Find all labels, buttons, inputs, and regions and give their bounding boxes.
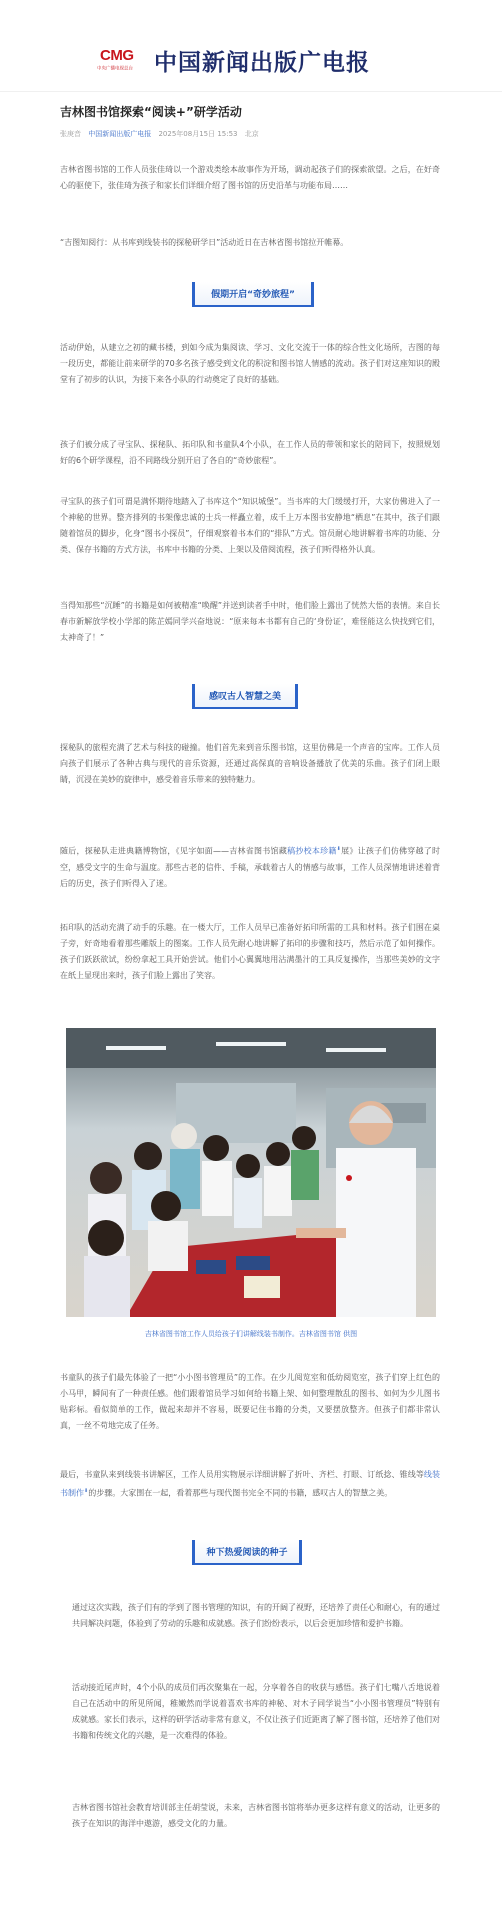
keyword-link[interactable]: 稿抄校本珍籍 <box>287 846 337 856</box>
paragraph: 通过这次实践，孩子们有的学到了图书管理的知识，有的开阔了视野，还培养了责任心和耐心，有的通过共同解决问题，体验到了劳动的乐趣和成就感。孩子们纷纷表示，以后会更加珍惜和爱护书籍。 <box>72 1603 440 1628</box>
newspaper-logo[interactable]: 中国新闻出版广电报 <box>154 50 370 76</box>
paragraph-text: 的步骤。大家围在一起，看着那些与现代图书完全不同的书籍，感叹古人的智慧之美。 <box>88 1488 393 1498</box>
publish-datetime: 2025年08月15日 15:53 <box>158 130 238 138</box>
paragraph: 活动伊始，从建立之初的藏书楼，到如今成为集阅读、学习、文化交流于一体的综合性文化场所，吉图的每一段历史，都能让前来研学的70多名孩子感受到文化的积淀和图书馆人情感的流动。孩子们对这座知识的殿堂有了初步的认识，为接下来各小队的行动奠定了良好的基础。 <box>60 343 440 384</box>
author: 张庚音 <box>60 130 81 138</box>
article-photo <box>66 1028 436 1317</box>
photo-caption: 吉林省图书馆工作人员给孩子们讲解线装书制作。吉林省图书馆 供图 <box>144 1330 358 1338</box>
link-marker-icon: ⬇ <box>84 1488 89 1494</box>
keyword-link[interactable]: 线装书制作 <box>60 1470 441 1498</box>
paragraph: 探秘队的旅程充满了艺术与科技的碰撞。他们首先来到音乐图书馆，这里仿佛是一个声音的宝库。工作人员向孩子们展示了各种古典与现代的音乐资源，还通过高保真的音响设备播放了优美的乐曲。孩子们闭上眼睛，沉浸在美妙的旋律中，感受着音乐带来的独特魅力。 <box>60 743 440 784</box>
section-heading-2: 感叹古人智慧之美 <box>192 684 298 709</box>
paragraph: 寻宝队的孩子们可谓是满怀期待地踏入了书库这个“知识城堡”。当书库的大门缓缓打开，大家仿佛进入了一个神秘的世界。整齐排列的书架像忠诚的士兵一样矗立着，成千上万本图书安静地“栖息”在其中，孩子们跟随着馆员的脚步，化身“图书小探员”，仔细观察着书本们的“排队”方式。馆员耐心地讲解着书库的功能、分类、保存书籍的方式方法，书库中书籍的分类、上架以及借阅流程，孩子们听得格外认真。 <box>60 497 440 554</box>
link-marker-icon: ⬇ <box>336 846 341 852</box>
paragraph: 拓印队的活动充满了动手的乐趣。在一楼大厅，工作人员早已准备好拓印所需的工具和材料。孩子们围在桌子旁，好奇地看着那些雕版上的图案。工作人员先耐心地讲解了拓印的步骤和技巧，然后示范了如何操作。孩子们跃跃欲试，纷纷拿起工具开始尝试。他们小心翼翼地用沾满墨汁的工具反复操作，当那些美妙的文字在纸上显现出来时，孩子们脸上露出了笑容。 <box>60 923 440 980</box>
article-title: 吉林图书馆探索“阅读+”研学活动 <box>60 105 242 119</box>
photo-illustration <box>66 1028 436 1317</box>
paragraph: 孩子们被分成了寻宝队、探秘队、拓印队和书童队4个小队，在工作人员的带领和家长的陪同下，按照规划好的6个研学课程，沿不同路线分别开启了各自的“奇妙旅程”。 <box>60 440 440 465</box>
cmg-logo[interactable]: CMG <box>100 47 134 64</box>
paragraph-text: 展》让孩子们仿佛穿越了时空，感受文字的生命与温度。那些古老的信件、手稿，承载着古人的情感与故事，工作人员深情地讲述着背后的历史，孩子们听得入了迷。 <box>60 846 441 888</box>
paragraph-text: 随后，探秘队走进典籍博物馆，《见字如面——吉林省图书馆藏 <box>60 846 288 856</box>
source-link[interactable]: 中国新闻出版广电报 <box>88 130 152 138</box>
paragraph-text: 最后，书童队来到线装书讲解区，工作人员用实物展示详细讲解了折叶、齐栏、打眼、订纸捻、锥线等 <box>60 1470 424 1479</box>
paragraph: 书童队的孩子们最先体验了一把“小小图书管理员”的工作。在少儿阅览室和低幼阅览室，孩子们穿上红色的小马甲，瞬间有了一种责任感。他们跟着馆员学习如何给书籍上架、如何整理散乱的图书、如何为少儿图书贴彩标。看似简单的工作，做起来却并不容易，既要记住书籍的分类，又要摆放整齐。但孩子们都非常认真，一丝不苟地完成了任务。 <box>60 1373 440 1430</box>
paragraph-intro: 吉林省图书馆的工作人员张佳琦以一个游戏类绘本故事作为开场，调动起孩子们的探索欲望。之后，在好奇心的驱使下，张佳琦为孩子和家长们详细介绍了图书馆的历史沿革与功能布局…… <box>60 165 440 190</box>
paragraph-with-link <box>60 1467 440 1502</box>
paragraph-event: “吉图知阅行：从书库到线装书的探秘研学日”活动近日在吉林省图书馆拉开帷幕。 <box>60 238 349 247</box>
paragraph-with-link <box>60 841 440 892</box>
paragraph: 当得知那些“沉睡”的书籍是如何被精准“唤醒”并送到读者手中时，他们脸上露出了恍然大悟的表情。来自长春市新解放学校小学部的陈芷嫣同学兴奋地说：“原来每本书都有自己的‘身份证’，难怪能这么快找到它们，太神奇了！” <box>60 601 440 642</box>
section-heading-1: 假期开启“奇妙旅程” <box>192 282 314 307</box>
section-heading-3: 种下热爱阅读的种子 <box>192 1540 302 1565</box>
publish-location: 北京 <box>244 130 259 138</box>
cmg-logo-subtitle: 中央广播电视总台 <box>97 66 134 72</box>
site-header <box>0 0 502 92</box>
paragraph: 活动接近尾声时，4个小队的成员们再次聚集在一起，分享着各自的收获与感悟。孩子们七嘴八舌地说着自己在活动中的所见所闻，稚嫩然而学说着喜欢书库的神秘、对木子同学说当“小小图书管理员”特别有成就感。家长们表示，这样的研学活动非常有意义，不仅让孩子们近距离了解了图书馆，还培养了他们对书籍和传统文化的兴趣，是一次难得的体验。 <box>72 1683 440 1740</box>
paragraph: 吉林省图书馆社会教育培训部主任胡莹说，未来，吉林省图书馆将举办更多这样有意义的活动，让更多的孩子在知识的海洋中遨游，感受文化的力量。 <box>72 1803 440 1828</box>
article-meta <box>60 130 264 139</box>
